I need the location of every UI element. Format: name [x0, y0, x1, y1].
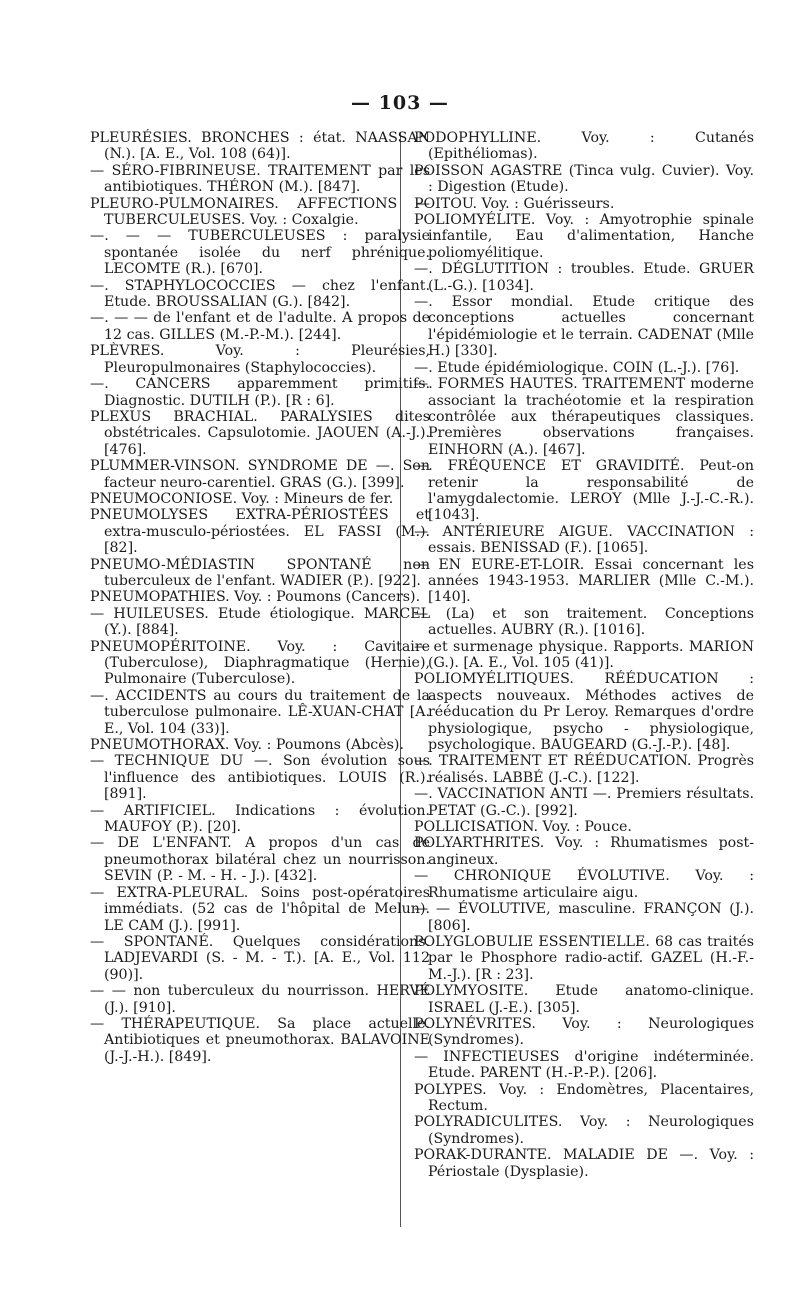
index-entry: — SÉRO-FIBRINEUSE. TRAITEMENT par les antibiotiques. THÉRON (M.). [847]. — [90, 162, 430, 196]
index-entry: POLYARTHRITES. Voy. : Rhumatismes post-angineux. — [414, 835, 754, 868]
index-entry: PNEUMO-MÉDIASTIN SPONTANÉ non tuberculeux de l'enfant. WADIER (P.). [922]. — [90, 556, 430, 589]
index-entry: POLYNÉVRITES. Voy. : Neurologiques (Syndromes). — [414, 1015, 754, 1049]
index-entry: — EN EURE-ET-LOIR. Essai concernant les années 1943-1953. MARLIER (Mlle C.-M.). [140]. — [414, 556, 754, 606]
index-entry: PLEXUS BRACHIAL. PARALYSIES dites obstétricales. Capsulotomie. JAOUEN (A.-J.). [476]. — [90, 408, 430, 458]
index-entry: —. STAPHYLOCOCCIES — chez l'enfant. Etude. BROUSSALIAN (G.). [842]. — [90, 277, 430, 311]
index-entry: POISSON AGASTRE (Tinca vulg. Cuvier). Voy. : Digestion (Etude). — [414, 162, 754, 196]
index-entry: PLUMMER-VINSON. SYNDROME DE —. Son facteur neuro-carentiel. GRAS (G.). [399]. — [90, 458, 430, 491]
index-entry: POITOU. Voy. : Guérisseurs. — [414, 195, 615, 212]
index-entry: —. FRÉQUENCE ET GRAVIDITÉ. Peut-on retenir la responsabilité de l'amygdalectomie. LEROY (Mlle J.-J.-C.-R.). [1043]. — [414, 458, 754, 524]
index-entry: — INFECTIEUSES d'origine indéterminée. Etude. PARENT (H.-P.-P.). [206]. — [414, 1048, 754, 1082]
index-entry: —. DÉGLUTITION : troubles. Etude. GRUER (L.-G.). [1034]. — [414, 261, 754, 294]
index-entry: — TECHNIQUE DU —. Son évolution sous l'influence des antibiotiques. LOUIS (R.). [891]. — [90, 753, 430, 803]
index-entry: — ARTIFICIEL. Indications : évolution. MAUFOY (P.). [20]. — [90, 802, 430, 836]
index-entry: PLÈVRES. Voy. : Pleurésies, Pleuropulmonaires (Staphylococcies). — [90, 343, 430, 376]
index-entry: —. ACCIDENTS au cours du traitement de la tuberculose pulmonaire. LÊ-XUAN-CHAT [A. E., Vol. 104 (33)]. — [90, 687, 430, 737]
index-entry: — HUILEUSES. Etude étiologique. MARCEL (Y.). [884]. — [90, 605, 430, 639]
index-entry: —. — — de l'enfant et de l'adulte. A propos de 12 cas. GILLES (M.-P.-M.). [244]. — [90, 310, 430, 343]
index-entry: — SPONTANÉ. Quelques considérations. LADJEVARDI (S. - M. - T.). [A. E., Vol. 112 (90)]. — [90, 933, 430, 983]
page-number: — 103 — — [351, 92, 449, 114]
left-column — [90, 130, 430, 1065]
index-entry: PNEUMOCONIOSE. Voy. : Mineurs de fer. — [90, 490, 394, 507]
index-entry: PORAK-DURANTE. MALADIE DE —. Voy. : Périostale (Dysplasie). — [414, 1147, 754, 1180]
right-column — [414, 130, 754, 1180]
index-entry: — THÉRAPEUTIQUE. Sa place actuelle. Antibiotiques et pneumothorax. BALAVOINE (J.-J.-H.). [849]. — [90, 1015, 430, 1065]
index-entry: — DE L'ENFANT. A propos d'un cas de pneumothorax bilatéral chez un nourrisson. SEVIN (P. - M. - H. - J.). [432]. — [90, 835, 430, 885]
index-entry: POLYRADICULITES. Voy. : Neurologiques (Syndromes). — [414, 1114, 754, 1147]
index-entry: — EXTRA-PLEURAL. Soins post-opératoires immédiats. (52 cas de l'hôpital de Melun). LE CAM (J.). [991]. — [90, 884, 430, 934]
index-entry: — CHRONIQUE ÉVOLUTIVE. Voy. : Rhumatisme articulaire aigu. — [414, 868, 754, 901]
index-entry: —. TRAITEMENT ET RÉÉDUCATION. Progrès réalisés. LABBÉ (J.-C.). [122]. — [414, 753, 754, 786]
index-entry: — et surmenage physique. Rapports. MARION (G.). [A. E., Vol. 105 (41)]. — [414, 638, 754, 671]
index-entry: PLEURO-PULMONAIRES. AFFECTIONS — TUBERCULEUSES. Voy. : Coxalgie. — [90, 195, 430, 229]
index-entry: — — ÉVOLUTIVE, masculine. FRANÇON (J.). [806]. — [414, 901, 754, 934]
index-entry: PNEUMOPATHIES. Voy. : Poumons (Cancers). — [90, 589, 421, 606]
index-entry: POLYPES. Voy. : Endomètres, Placentaires, Rectum. — [414, 1081, 754, 1114]
index-entry: POLIOMYÉLITIQUES. RÉÉDUCATION : aspects nouveaux. Méthodes actives de rééducation du Pr Leroy. Remarques d'ordre physiologique, psycho - physiologique, psychologique. BAUGEARD (G.-J.-P.). [48]. — [414, 671, 754, 754]
index-entry: PODOPHYLLINE. Voy. : Cutanés (Epithéliomas). — [414, 130, 754, 163]
index-entry: —. Essor mondial. Etude critique des conceptions actuelles concernant l'épidémiologie et le terrain. CADENAT (Mlle H.) [330]. — [414, 294, 754, 360]
index-entry: POLIOMYÉLITE. Voy. : Amyotrophie spinale infantile, Eau d'alimentation, Hanche poliomyélitique. — [414, 212, 754, 261]
index-entry: PLEURÉSIES. BRONCHES : état. NAASSAN (N.). [A. E., Vol. 108 (64)]. — [90, 130, 430, 163]
index-entry: POLYMYOSITE. Etude anatomo-clinique. ISRAEL (J.-E.). [305]. — [414, 983, 754, 1016]
index-entry: —. Etude épidémiologique. COIN (L.-J.). [76]. — [414, 359, 740, 376]
index-entry: — (La) et son traitement. Conceptions actuelles. AUBRY (R.). [1016]. — [414, 605, 754, 639]
index-entry: POLLICISATION. Voy. : Pouce. — [414, 819, 632, 836]
index-entry: —. VACCINATION ANTI —. Premiers résultats. PETAT (G.-C.). [992]. — [414, 786, 754, 819]
index-entry: —. CANCERS apparemment primitifs. Diagnostic. DUTILH (P.). [R : 6]. — [90, 376, 430, 409]
index-entry: —. FORMES HAUTES. TRAITEMENT moderne associant la trachéotomie et la respiration contrôlée aux thérapeutiques classiques. Premières observations françaises. EINHORN (A.). [467]. — [414, 376, 754, 458]
index-entry: —. — — TUBERCULEUSES : paralysie spontanée isolée du nerf phrénique. LECOMTE (R.). [670]. — [90, 228, 430, 278]
index-entry: PNEUMOLYSES EXTRA-PÉRIOSTÉES et extra-musculo-périostées. EL FASSI (M.). [82]. — [90, 507, 430, 557]
index-entry: PNEUMOTHORAX. Voy. : Poumons (Abcès). — [90, 737, 404, 754]
index-entry: — — non tuberculeux du nourrisson. HERVÉ (J.). [910]. — [90, 983, 430, 1016]
index-entry: — ANTÉRIEURE AIGUE. VACCINATION : essais. BENISSAD (F.). [1065]. — [414, 523, 754, 557]
index-entry: PNEUMOPÉRITOINE. Voy. : Cavitaire (Tuberculose), Diaphragmatique (Hernie), Pulmonaire (Tuberculose). — [90, 638, 430, 688]
index-entry: POLYGLOBULIE ESSENTIELLE. 68 cas traités par le Phosphore radio-actif. GAZEL (H.-F.-M.-J.). [R : 23]. — [414, 933, 754, 983]
